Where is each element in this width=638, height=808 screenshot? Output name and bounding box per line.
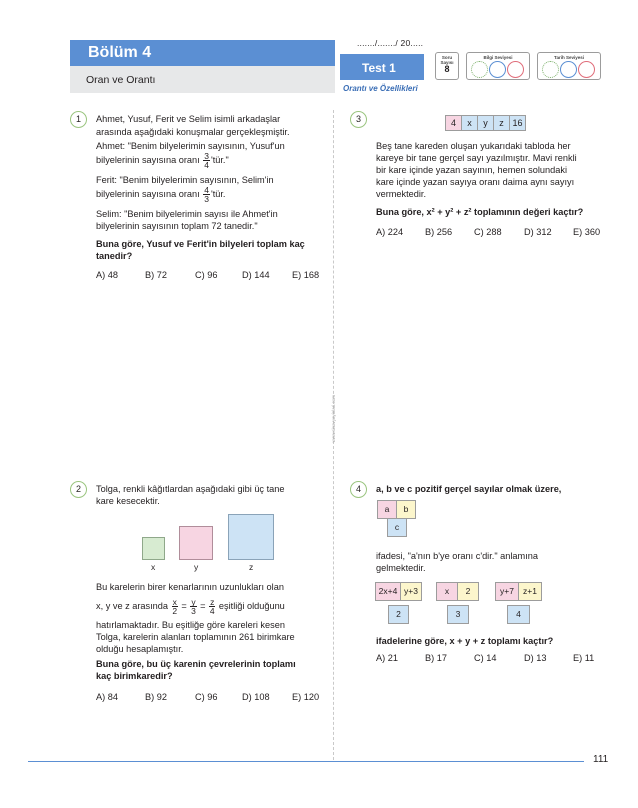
topic-banner [70,66,335,93]
option-a[interactable]: A) 224 [376,227,404,237]
q3-text-line: vermektedir. [376,189,427,199]
strip-cell: x [461,115,478,131]
q1-question: tanedir? [96,251,133,261]
ratio-cell-numerator: y+7 [495,582,519,601]
q1-ratio1-suffix: 'tür." [210,155,229,165]
q1-ratio-line-1 [96,152,229,169]
question-count-box [435,52,459,80]
q4-text-line: ifadesi, "a'nın b'ye oranı c'dir." anlamına [376,551,538,561]
q2-text-line: Tolga, karelerin alanları toplamının 261 birimkare [96,632,295,642]
option-e[interactable]: E) 11 [573,653,595,663]
level-circle-icon[interactable] [489,61,506,78]
square-z [228,514,274,560]
ratio-cell-denominator: 2 [457,582,479,601]
date-level-box [537,52,601,80]
option-b[interactable]: B) 72 [145,270,167,280]
q4-text-line: gelmektedir. [376,563,426,573]
fraction-denominator: 3 [191,606,196,617]
q3-question: Buna göre, x² + y² + z² toplamının değeri kaçtır? [376,207,584,217]
q3-text-line: kare içinde yazan sayıya oranı daima aynı sayıyı [376,177,575,187]
footer-rule [28,761,584,762]
fraction-numerator: 4 [204,185,209,196]
strip-cell: y [477,115,494,131]
fraction-numerator: 3 [204,151,209,162]
ratio-cell-a: a [377,500,397,519]
number-strip [446,115,526,131]
option-e[interactable]: E) 360 [573,227,601,237]
option-d[interactable]: D) 108 [242,692,270,702]
level-circle-icon[interactable] [578,61,595,78]
knowledge-level-label: Bilgi Seviyesi [483,55,513,60]
date-field: ......./......./ 20..... [357,38,424,48]
q1-ratio2-prefix: bilyelerinin sayısına oranı [96,189,200,199]
q1-text-line: bilyelerinin sayısının toplam 72 tanedir." [96,221,258,231]
watermark: www.sinavyayinlari.com [331,395,336,443]
q1-ratio1-fraction [203,152,210,169]
option-c[interactable]: C) 96 [195,692,218,702]
ratio-cell-denominator: z+1 [518,582,542,601]
ratio-cell-result: 2 [388,605,409,624]
q1-text-line: Selim: "Benim bilyelerimin sayısı ile Ahmet'in [96,209,278,219]
strip-cell: z [493,115,510,131]
date-level-label: Tarih Seviyesi [554,55,584,60]
q1-ratio2-fraction [203,186,210,203]
level-circle-icon[interactable] [507,61,524,78]
q2-text-line: hatırlamaktadır. Bu eşitliğe göre kareleri kesen [96,620,285,630]
ratio-cell-numerator: 2x+4 [375,582,401,601]
square-x [142,537,165,560]
test-title: Test 1 [362,61,396,75]
option-b[interactable]: B) 92 [145,692,167,702]
square-x-label: x [151,562,156,572]
q2-text-line: Bu karelerin birer kenarlarının uzunlukları olan [96,582,284,592]
question-number-2: 2 [70,481,87,498]
option-c[interactable]: C) 14 [474,653,497,663]
equals-sign: = [200,601,206,611]
option-e[interactable]: E) 168 [292,270,320,280]
option-e[interactable]: E) 120 [292,692,320,702]
fraction-denominator: 4 [209,606,215,617]
option-d[interactable]: D) 312 [524,227,552,237]
question-number-1: 1 [70,111,87,128]
q1-text-line: Ahmet, Yusuf, Ferit ve Selim isimli arkadaşlar [96,114,281,124]
q3-text-line: Beş tane kareden oluşan yukarıdaki tabloda her [376,141,571,151]
option-b[interactable]: B) 17 [425,653,447,663]
q2-equality-suffix: eşitliği olduğunu [218,601,285,611]
fraction-y [190,598,196,615]
ratio-cell-denominator: y+3 [400,582,422,601]
q1-text-line: arasında aşağıdaki konuşmalar gerçekleşmiştir. [96,127,290,137]
square-y [179,526,213,560]
section-banner [70,40,335,66]
knowledge-level-box [466,52,530,80]
option-a[interactable]: A) 21 [376,653,398,663]
test-subtitle: Orantı ve Özellikleri [343,84,418,93]
q1-ratio-line-2 [96,186,226,203]
q1-question: Buna göre, Yusuf ve Ferit'in bilyeleri toplam kaç [96,239,305,249]
q1-text-line: Ferit: "Benim bilyelerimin sayısının, Selim'in [96,175,274,185]
ratio-cell-result: 3 [447,605,469,624]
page-number: 111 [593,754,609,765]
ratio-cell-numerator: x [436,582,458,601]
section-title: Bölüm 4 [88,44,152,61]
fraction-numerator: x [172,597,177,608]
topic-title: Oran ve Orantı [86,74,156,86]
q2-question: Buna göre, bu üç karenin çevrelerinin toplamı [96,659,296,669]
q2-question: kaç birimkaredir? [96,671,173,681]
q2-text-line: kare kesecektir. [96,496,160,506]
ratio-cell-b: b [396,500,416,519]
q3-text-line: bir kare içinde yazan sayının, hemen solundaki [376,165,568,175]
strip-cell: 16 [509,115,526,131]
square-y-label: y [194,562,199,572]
option-d[interactable]: D) 144 [242,270,270,280]
question-count-label: Soru Sayısı [440,55,454,65]
level-circle-icon[interactable] [542,61,559,78]
level-circle-icon[interactable] [560,61,577,78]
square-z-label: z [249,562,254,572]
level-circle-icon[interactable] [471,61,488,78]
q1-ratio2-suffix: 'tür. [210,189,226,199]
fraction-denominator: 3 [204,194,209,205]
ratio-cell-result: 4 [507,605,530,624]
question-number-4: 4 [350,481,367,498]
q4-intro: a, b ve c pozitif gerçel sayılar olmak üzere, [376,484,562,494]
fraction-numerator: z [210,597,215,608]
fraction-z [209,598,215,615]
question-number-3: 3 [350,111,367,128]
option-a[interactable]: A) 84 [96,692,118,702]
q1-text-line: Ahmet: "Benim bilyelerimin sayısının, Yusuf'un [96,141,285,151]
fraction-x [172,598,178,615]
fraction-denominator: 4 [204,160,209,171]
option-b[interactable]: B) 256 [425,227,453,237]
test-banner [340,54,424,80]
question-count-value: 8 [444,64,450,74]
fraction-numerator: y [191,597,196,608]
fraction-denominator: 2 [172,606,178,617]
q2-text-line: Tolga, renkli kâğıtlardan aşağıdaki gibi üç tane [96,484,285,494]
option-a[interactable]: A) 48 [96,270,118,280]
strip-cell: 4 [445,115,462,131]
option-c[interactable]: C) 288 [474,227,502,237]
option-c[interactable]: C) 96 [195,270,218,280]
q1-ratio1-prefix: bilyelerinin sayısına oranı [96,155,200,165]
q2-equality-prefix: x, y ve z arasında [96,601,169,611]
q3-text-line: kareye bir tane gerçel sayı yazılmıştır. Mavi renkli [376,153,577,163]
q2-equality-line [96,595,285,617]
equals-sign: = [181,601,187,611]
q2-text-line: olduğu hesaplamıştır. [96,644,184,654]
ratio-cell-c: c [387,518,407,537]
q4-question: ifadelerine göre, x + y + z toplamı kaçtır? [376,636,554,646]
option-d[interactable]: D) 13 [524,653,547,663]
